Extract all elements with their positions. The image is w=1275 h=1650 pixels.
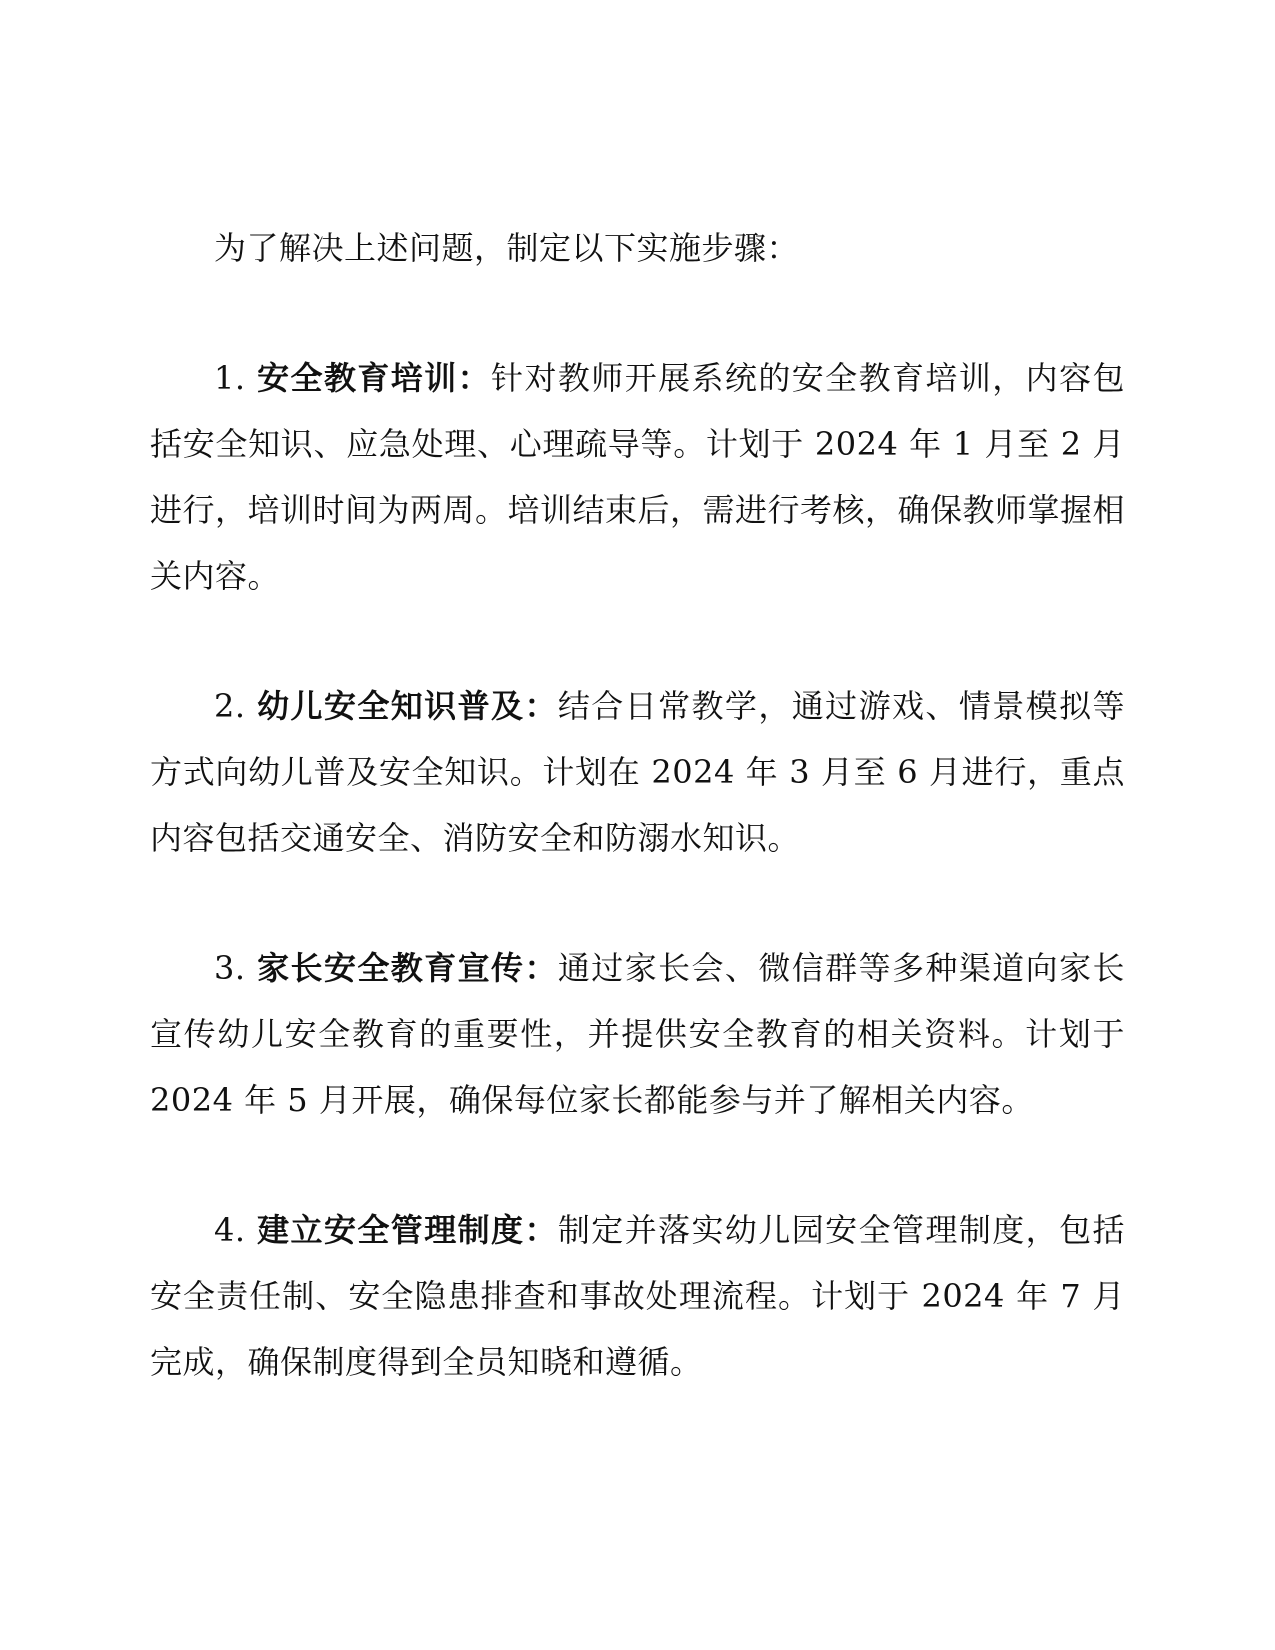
- step-paragraph-1: [150, 345, 1125, 609]
- step-text: 针对教师开展系统的安全教育培训，内容包括安全知识、应急处理、心理疏导等。计划于 2024 年 1 月至 2 月进行，培训时间为两周。培训结束后，需进行考核，确保教师掌握相关内容。: [150, 359, 1126, 595]
- step-title: 家长安全教育宣传：: [257, 949, 558, 987]
- step-number: 4.: [214, 1211, 246, 1249]
- step-paragraph-2: [150, 673, 1125, 871]
- step-paragraph-3: [150, 935, 1125, 1133]
- step-number: 1.: [214, 359, 246, 397]
- step-text: 制定并落实幼儿园安全管理制度，包括安全责任制、安全隐患排查和事故处理流程。计划于 2024 年 7 月完成，确保制度得到全员知晓和遵循。: [150, 1211, 1125, 1381]
- step-title: 建立安全管理制度：: [257, 1211, 558, 1249]
- step-paragraph-4: [150, 1197, 1125, 1395]
- intro-paragraph: 为了解决上述问题，制定以下实施步骤：: [214, 229, 800, 267]
- step-number: 3.: [214, 949, 246, 987]
- step-title: 幼儿安全知识普及：: [257, 687, 558, 725]
- step-text: 通过家长会、微信群等多种渠道向家长宣传幼儿安全教育的重要性，并提供安全教育的相关资料。计划于 2024 年 5 月开展，确保每位家长都能参与并了解相关内容。: [150, 949, 1125, 1119]
- step-title: 安全教育培训：: [257, 359, 492, 397]
- step-text: 结合日常教学，通过游戏、情景模拟等方式向幼儿普及安全知识。计划在 2024 年 3 月至 6 月进行，重点内容包括交通安全、消防安全和防溺水知识。: [150, 687, 1125, 857]
- document-page: [150, 215, 1125, 1459]
- step-number: 2.: [214, 687, 246, 725]
